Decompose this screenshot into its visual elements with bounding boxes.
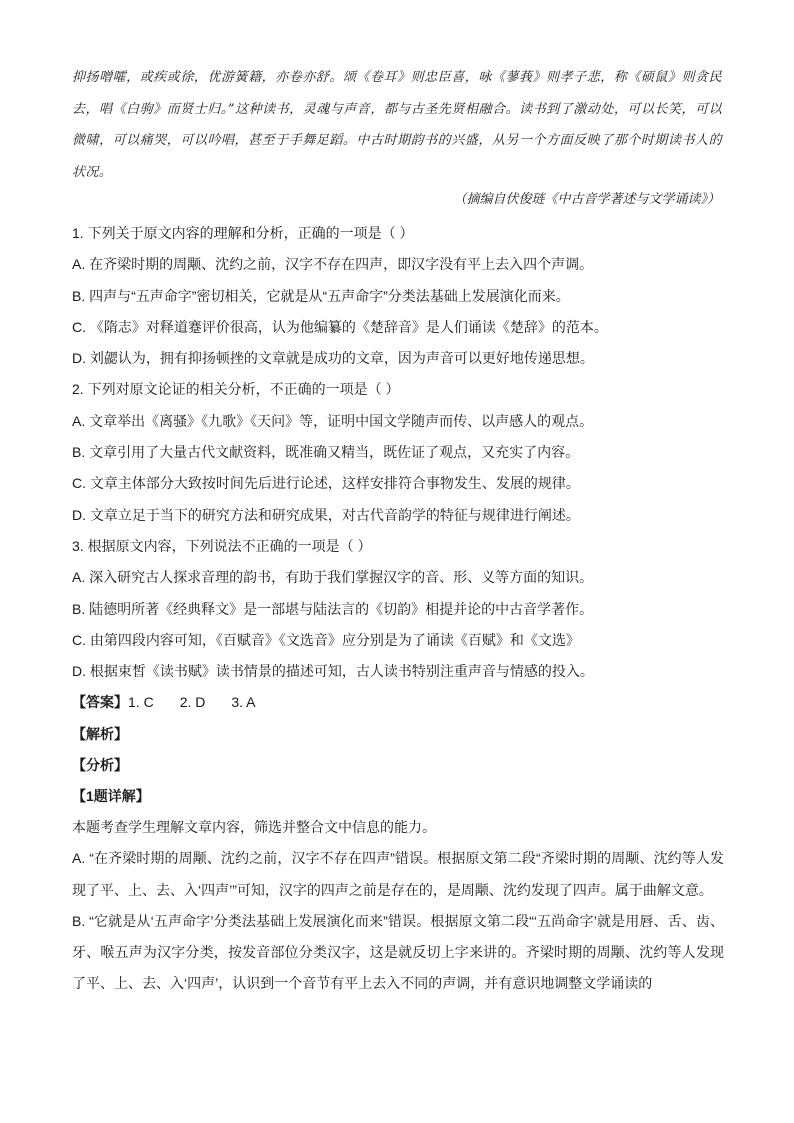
answer-item: 3. A: [231, 694, 256, 711]
passage-text: 抑扬噌嚯，或疾或徐，优游簧籍，亦卷亦舒。颂《卷耳》则忠臣喜，咏《蓼莪》则孝子悲，称《硕鼠》则贪民去，唱《白驹》而贤士归。”这种读书，灵魂与声音，都与古圣先贤相融合。读书到了激动处，可以长笑，可以微啸，可以痛哭，可以吟唱，甚至于手舞足蹈。中古时期韵书的兴盛，从另一个方面反映了那个时期读书人的状况。: [72, 70, 722, 180]
passage-excerpt: [72, 62, 722, 188]
question-2-option-b: B. 文章引用了大量古代文献资料，既准确又精当，既佐证了观点，又充实了内容。: [72, 444, 580, 461]
question-1-option-d: D. 刘勰认为，拥有抑扬顿挫的文章就是成功的文章，因为声音可以更好地传递思想。: [72, 350, 594, 367]
question-1-option-c: C. 《隋志》对释道蹇评价很高，认为他编纂的《楚辞音》是人们诵读《楚辞》的范本。: [72, 318, 608, 335]
question-2-option-d: D. 文章立足于当下的研究方法和研究成果，对古代音韵学的特征与规律进行阐述。: [72, 506, 580, 523]
question-1-stem: 1. 下列关于原文内容的理解和分析，正确的一项是（ ）: [72, 225, 414, 241]
fenxi-heading: 【分析】: [72, 757, 128, 774]
answer-item: 2. D: [179, 694, 206, 711]
analysis-option-b: B. “它就是从‘五声命字’分类法基础上发展演化而来”错误。根据原文第二段“‘五尚命字’就是用唇、舌、齿、牙、喉五声为汉字分类，按发音部位分类汉字，这是就反切上字来讲的。齐梁时期的周颙、沈约等人发现了平、上、去、入‘四声’，认识到一个音节有平上去入不同的声调，并有意识地调整文学诵读的: [72, 912, 724, 992]
question-list: [72, 218, 724, 813]
analysis-option-a: A. “在齐梁时期的周颙、沈约之前，汉字不存在四声”错误。根据原文第二段“齐梁时期的周颙、沈约等人发现了平、上、去、入‘四声’”可知，汉字的四声之前是存在的，是周颙、沈约发现了四声。属于曲解文意。: [72, 850, 724, 898]
question-3-stem: 3. 根据原文内容，下列说法不正确的一项是（ ）: [72, 537, 372, 554]
answer-line: [72, 687, 724, 718]
jiexi-heading: 【解析】: [72, 725, 128, 742]
analysis-body: [72, 812, 724, 1000]
question-1-option-a: A. 在齐梁时期的周颙、沈约之前，汉字不存在四声，即汉字没有平上去入四个声调。: [72, 256, 594, 273]
analysis-intro: 本题考查学生理解文章内容，筛选并整合文中信息的能力。: [72, 819, 436, 835]
answer-item: 1. C: [128, 694, 154, 711]
question-3-option-b: B. 陆德明所著《经典释文》是一部堪与陆法言的《切韵》相提并论的中古音学著作。: [72, 600, 594, 617]
passage-source: （摘编自伏俊琏《中古音学著述与文学诵读》）: [453, 192, 720, 207]
question-2-option-c: C. 文章主体部分大致按时间先后进行论述，这样安排符合事物发生、发展的规律。: [72, 475, 580, 492]
question-3-option-a: A. 深入研究古人探求音理的韵书，有助于我们掌握汉字的音、形、义等方面的知识。: [72, 569, 594, 586]
question-3-option-d: D. 根据束皙《读书赋》读书情景的描述可知，古人读书特别注重声音与情感的投入。: [72, 663, 594, 680]
question-2-option-a: A. 文章举出《离骚》《九歌》《天问》等，证明中国文学随声而传、以声感人的观点。: [72, 412, 594, 429]
answer-label: 【答案】: [72, 694, 128, 711]
question-1-option-b: B. 四声与“五声命字”密切相关，它就是从“五声命字”分类法基础上发展演化而来。: [72, 287, 570, 304]
question-3-option-c: C. 由第四段内容可知，《百赋音》《文选音》应分别是为了诵读《百赋》和《文选》: [72, 631, 580, 648]
q1-detail-heading: 【1题详解】: [72, 788, 150, 805]
question-2-stem: 2. 下列对原文论证的相关分析，不正确的一项是（ ）: [72, 381, 400, 398]
